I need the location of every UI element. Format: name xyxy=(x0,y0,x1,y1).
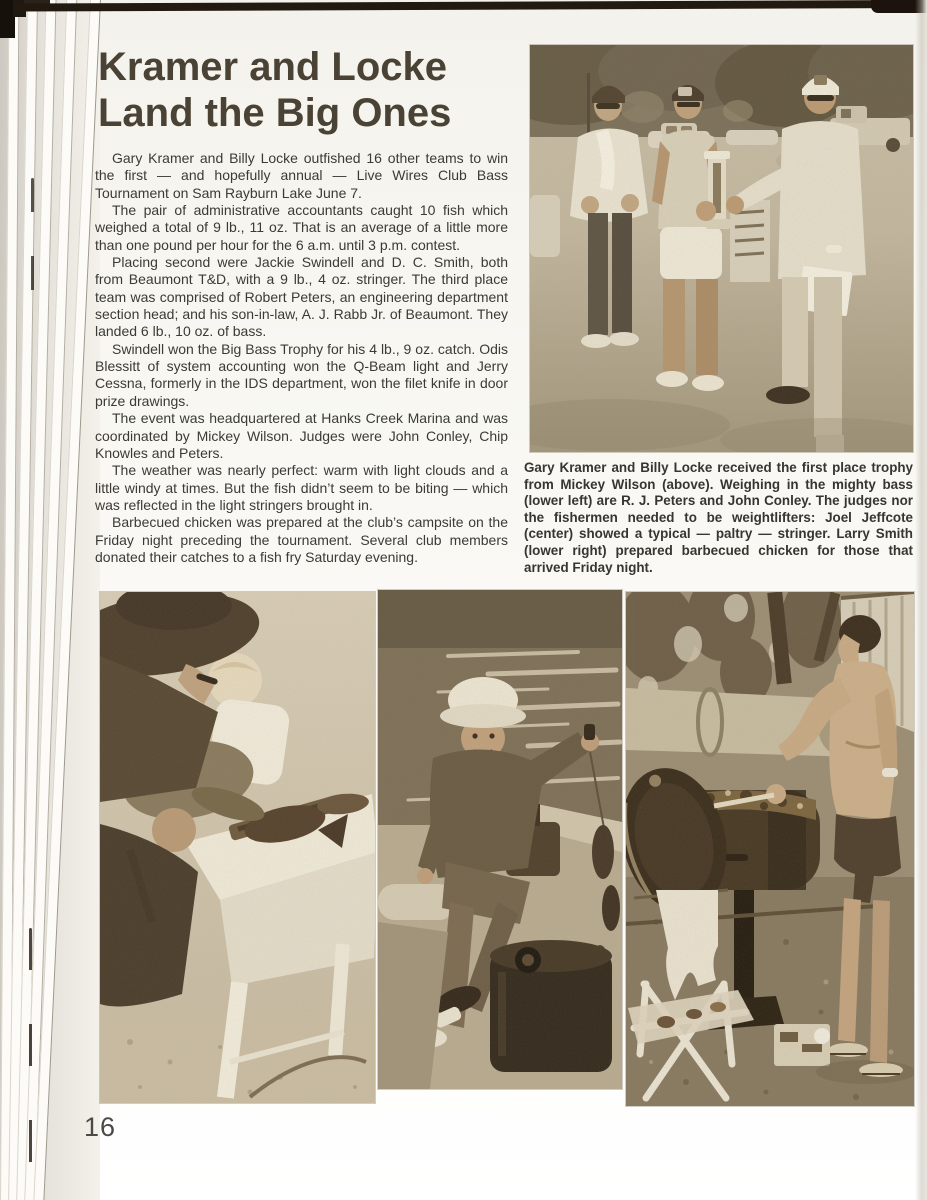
paragraph: Gary Kramer and Billy Locke outfished 16 other teams to win the first — and hopefully annual — Live Wires Club Bass Tournament on Sam Rayburn Lake June 7. xyxy=(95,150,508,201)
photo-caption: Gary Kramer and Billy Locke received the first place trophy from Mickey Wilson (above). Weighing in the mighty bass (lower left) are R. J. Peters and John Conley. The judges nor the fishermen needed to be weightlifters: Joel Jeffcote (center) showed a typical — paltry — stringer. Larry Smith (lower right) prepared barbecued chicken for those that arrived Friday night. xyxy=(524,460,913,575)
binding-mark xyxy=(29,928,32,1200)
paragraph: The pair of administrative accountants caught 10 fish which weighed a total of 9 lb., 11 oz. That is an average of a little more than one pound per hour for the 6 a.m. until 3 p.m. contest. xyxy=(95,202,508,253)
scan-top-edge xyxy=(16,0,927,11)
scan-right-edge xyxy=(915,0,927,1200)
article-title xyxy=(98,44,510,136)
trophy-presentation-photo xyxy=(530,45,913,452)
article-body xyxy=(95,150,508,566)
paragraph: The event was headquartered at Hanks Creek Marina and was coordinated by Mickey Wilson. Judges were John Conley, Chip Knowles and Peters. xyxy=(95,410,508,461)
barbecue-photo xyxy=(626,592,914,1106)
paragraph: Placing second were Jackie Swindell and D. C. Smith, both from Beaumont T&D, with a 9 lb., 4 oz. stringer. The third place team was comprised of Robert Peters, an engineering department section head; and his son-in-law, A. J. Rabb Jr. of Beaumont. They landed 6 lb., 10 oz. of bass. xyxy=(95,254,508,340)
page-number: 16 xyxy=(84,1112,117,1142)
title-line-1: Kramer and Locke xyxy=(98,45,448,89)
boat-fisherman-photo xyxy=(378,590,622,1089)
paragraph: Swindell won the Big Bass Trophy for his 4 lb., 9 oz. catch. Odis Blessitt of system accounting won the Q-Beam light and Jerry Cessna, formerly in the IDS department, won the filet knife in door prize drawings. xyxy=(95,340,508,409)
paragraph: The weather was nearly perfect: warm with light clouds and a little windy at times. But the fish didn’t seem to be biting — which was reflected in the light stringers brought in. xyxy=(95,462,508,513)
paragraph: Barbecued chicken was prepared at the club’s campsite on the Friday night preceding the tournament. Several club members donated their catches to a fish fry Saturday evening. xyxy=(95,514,508,565)
weigh-in-photo xyxy=(100,592,375,1103)
title-line-2: Land the Big Ones xyxy=(98,91,452,135)
binding-mark xyxy=(31,178,34,310)
